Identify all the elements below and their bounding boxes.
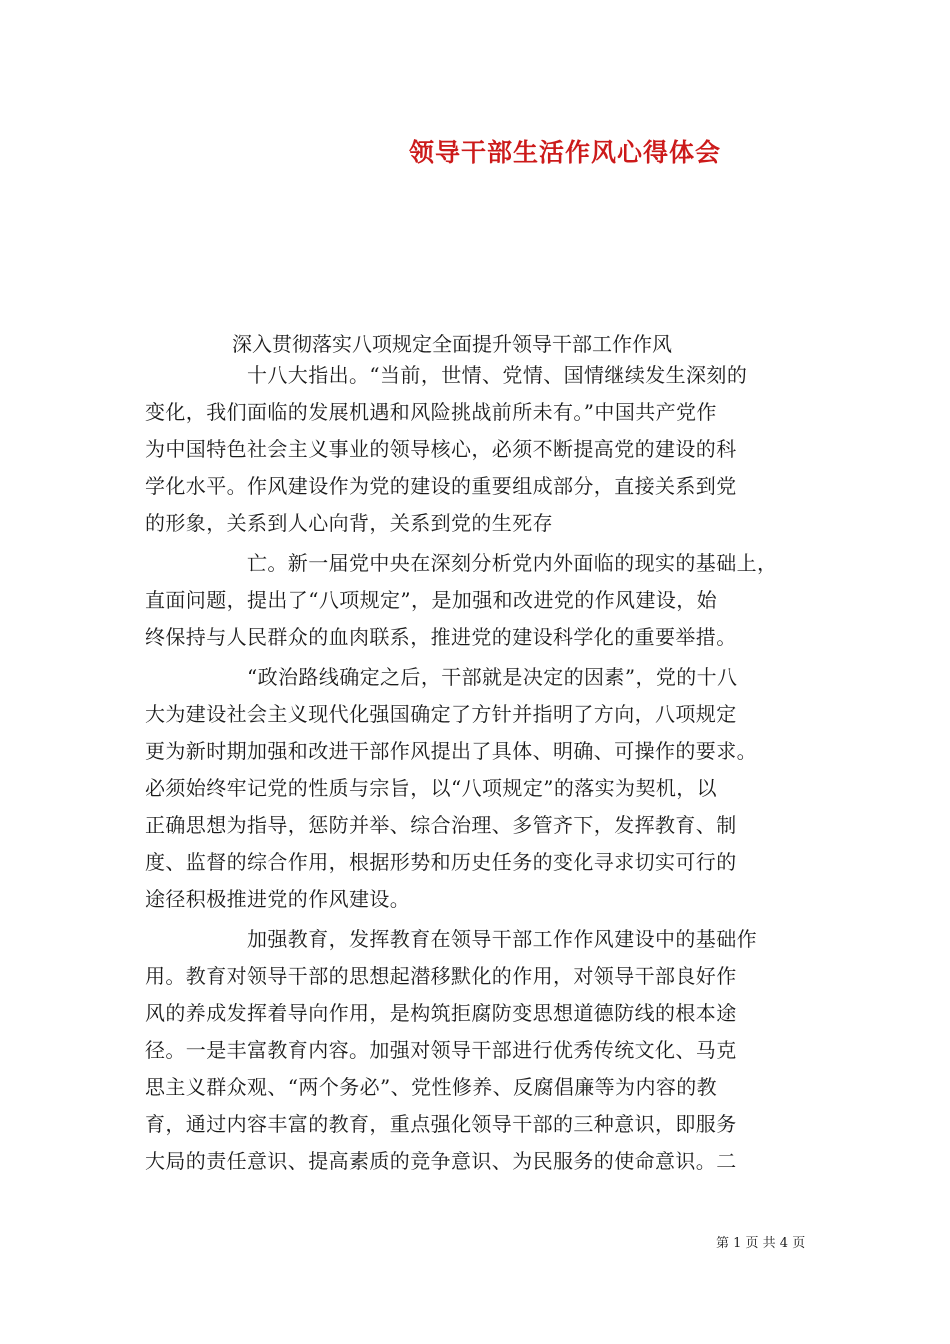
body-line: 用。教育对领导干部的思想起潜移默化的作用，对领导干部良好作 xyxy=(145,964,737,988)
body-line: 为中国特色社会主义事业的领导核心，必须不断提高党的建设的科 xyxy=(145,437,737,461)
document-subtitle: 深入贯彻落实八项规定全面提升领导干部工作作风 xyxy=(232,332,672,356)
body-line: “政治路线确定之后，干部就是决定的因素”，党的十八 xyxy=(247,665,738,689)
body-line: 度、监督的综合作用，根据形势和历史任务的变化寻求切实可行的 xyxy=(145,850,737,874)
body-line: 十八大指出。“当前，世情、党情、国情继续发生深刻的 xyxy=(247,363,748,387)
body-line: 大局的责任意识、提高素质的竞争意识、为民服务的使命意识。二 xyxy=(145,1149,737,1173)
body-line: 的形象，关系到人心向背，关系到党的生死存 xyxy=(145,511,553,535)
page-number: 第 1 页 共 4 页 xyxy=(716,1236,806,1251)
body-line: 风的养成发挥着导向作用，是构筑拒腐防变思想道德防线的根本途 xyxy=(145,1001,737,1025)
body-line: 终保持与人民群众的血肉联系，推进党的建设科学化的重要举措。 xyxy=(145,625,737,649)
body-line: 必须始终牢记党的性质与宗旨，以“八项规定”的落实为契机，以 xyxy=(145,776,718,800)
body-line: 亡。新一届党中央在深刻分析党内外面临的现实的基础上， xyxy=(247,551,778,575)
body-line: 大为建设社会主义现代化强国确定了方针并指明了方向，八项规定 xyxy=(145,702,737,726)
body-line: 学化水平。作风建设作为党的建设的重要组成部分，直接关系到党 xyxy=(145,474,737,498)
body-line: 正确思想为指导，惩防并举、综合治理、多管齐下，发挥教育、制 xyxy=(145,813,737,837)
body-line: 径。一是丰富教育内容。加强对领导干部进行优秀传统文化、马克 xyxy=(145,1038,737,1062)
body-line: 育，通过内容丰富的教育，重点强化领导干部的三种意识，即服务 xyxy=(145,1112,737,1136)
body-line: 变化，我们面临的发展机遇和风险挑战前所未有。”中国共产党作 xyxy=(145,400,717,424)
body-line: 思主义群众观、“两个务必”、党性修养、反腐倡廉等为内容的教 xyxy=(145,1075,718,1099)
document-title: 领导干部生活作风心得体会 xyxy=(408,138,721,167)
body-line: 加强教育，发挥教育在领导干部工作作风建设中的基础作 xyxy=(247,927,757,951)
body-line: 更为新时期加强和改进干部作风提出了具体、明确、可操作的要求。 xyxy=(145,739,757,763)
body-line: 途径积极推进党的作风建设。 xyxy=(145,887,411,911)
document-body xyxy=(145,357,820,1180)
body-line: 直面问题，提出了“八项规定”，是加强和改进党的作风建设，始 xyxy=(145,588,718,612)
